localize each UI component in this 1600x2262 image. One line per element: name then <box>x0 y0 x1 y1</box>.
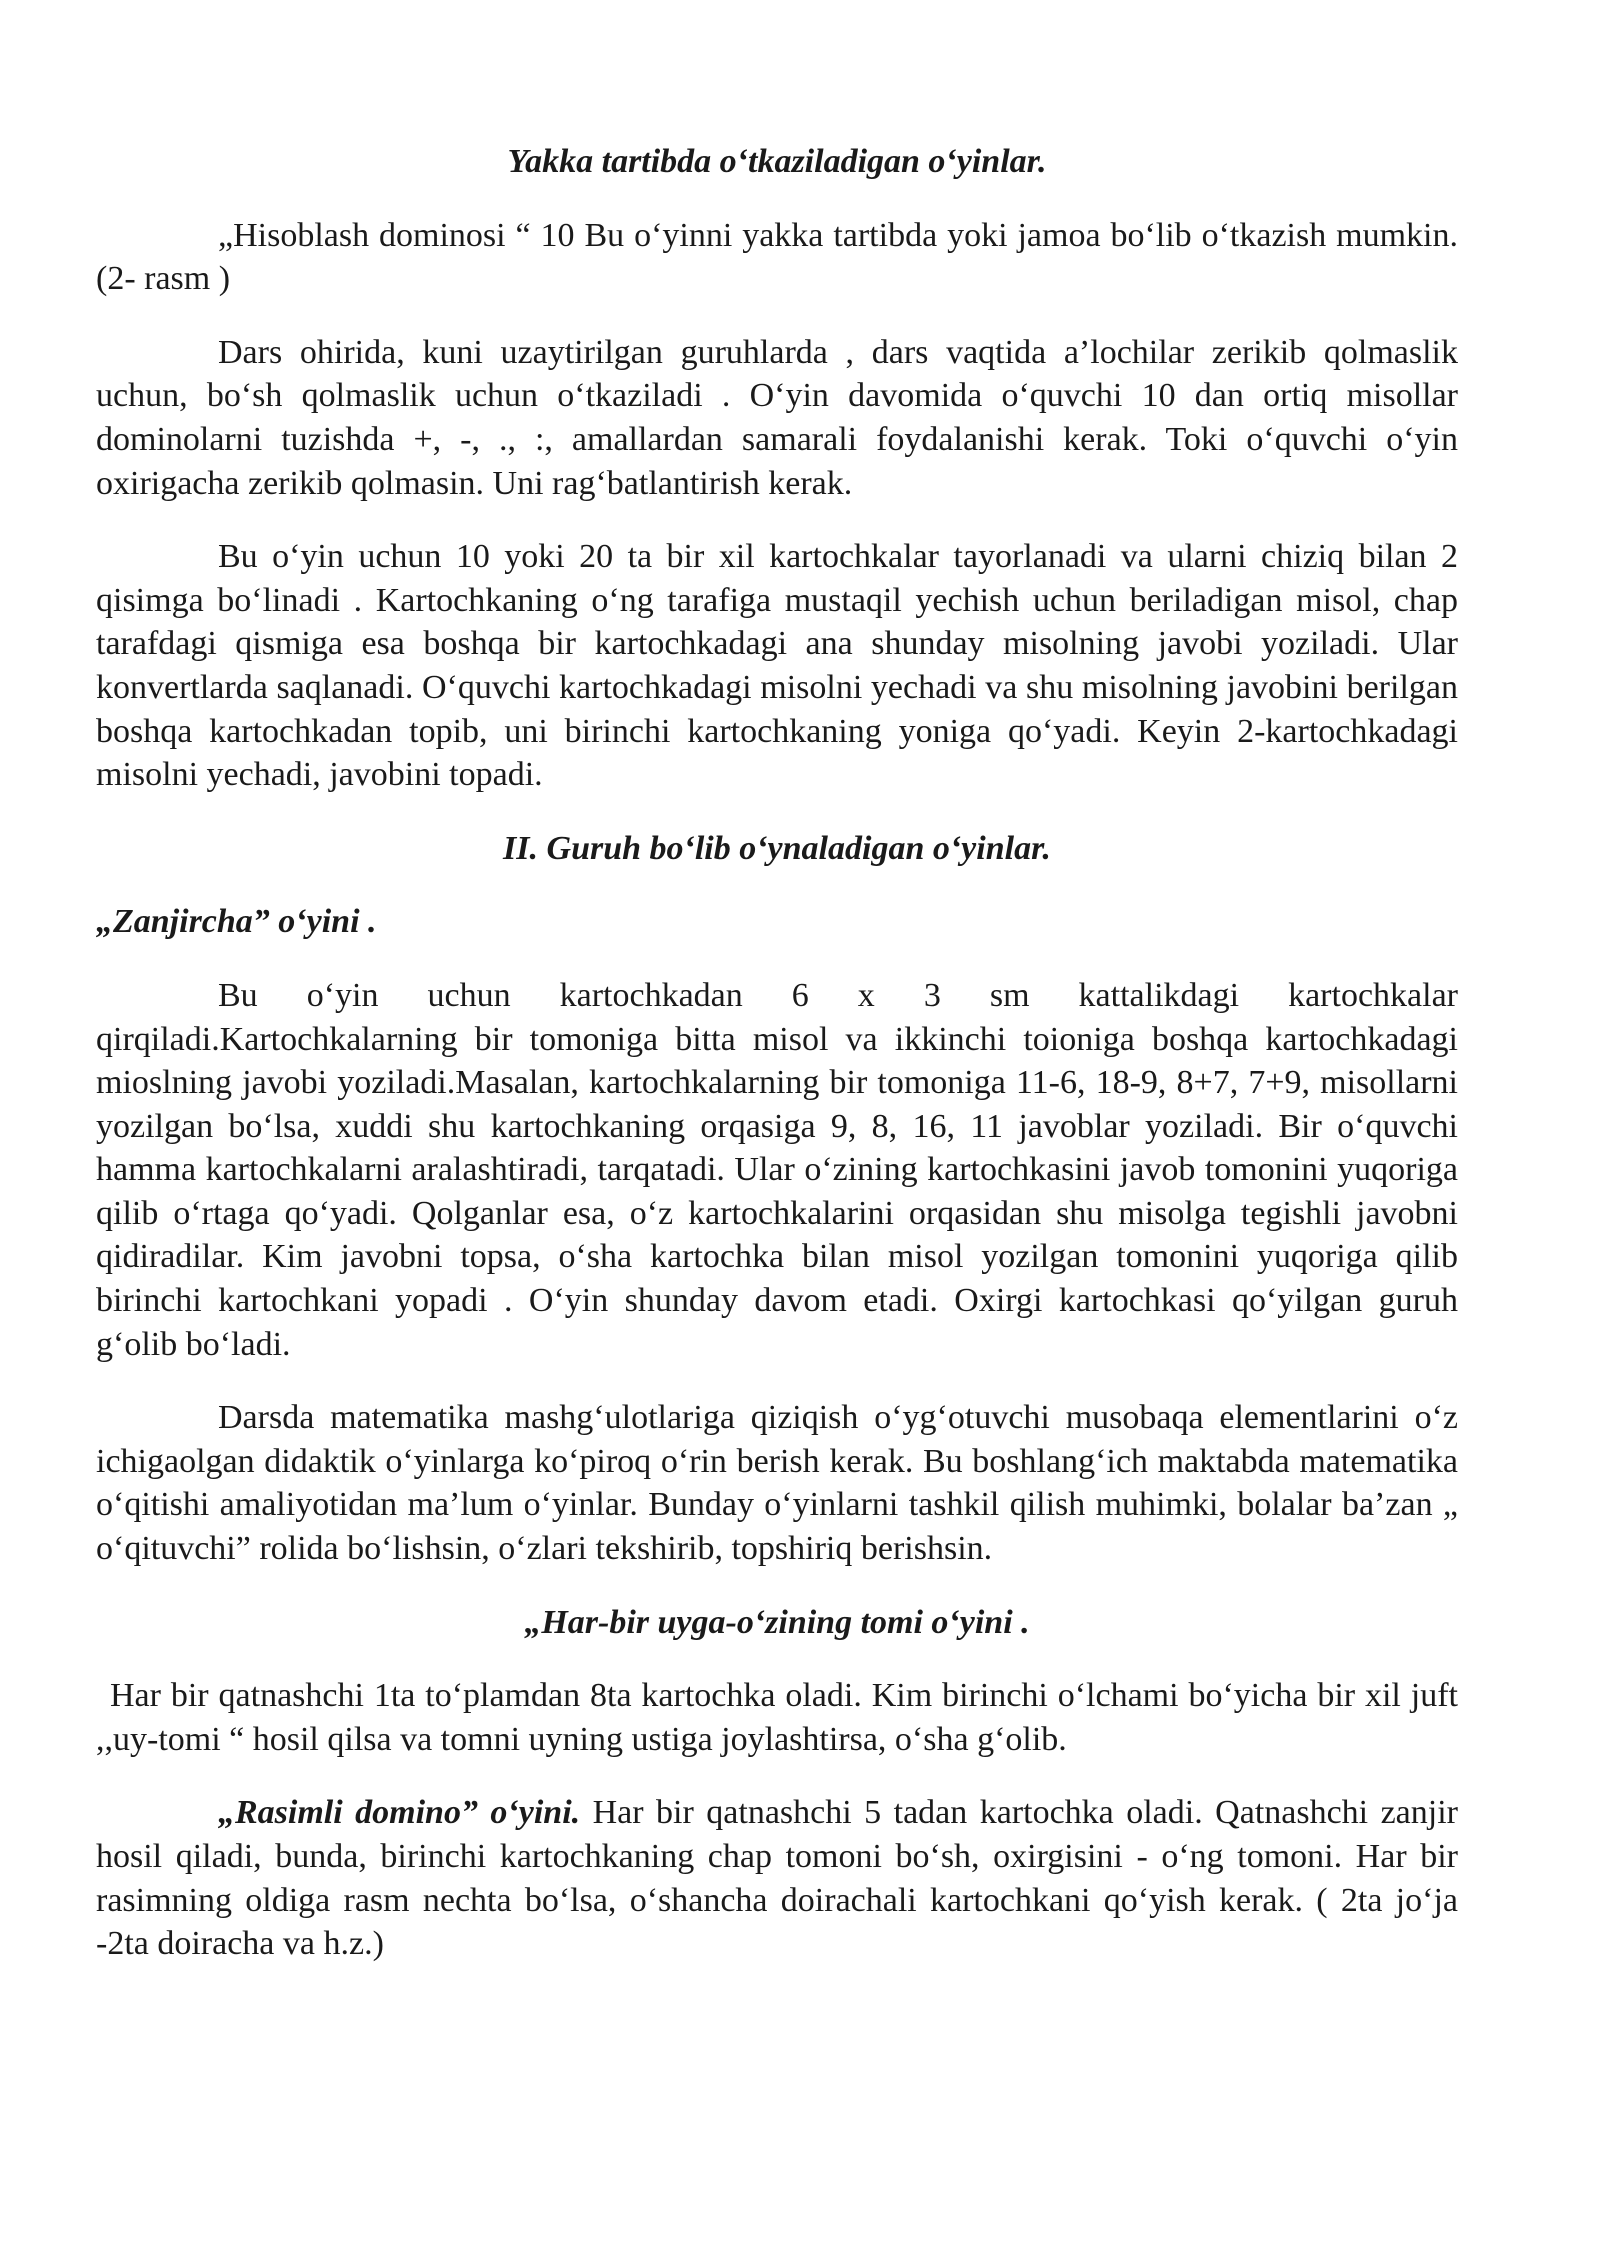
paragraph-domino-intro: „Hisoblash dominosi “ 10 Bu o‘yinni yakka tartibda yoki jamoa bo‘lib o‘tkazish mumkin. (2- rasm ) <box>96 216 1458 298</box>
document-page <box>96 140 1458 1966</box>
heading-group-games: II. Guruh bo‘lib o‘ynaladigan o‘yinlar. <box>503 829 1051 867</box>
heading-individual-games: Yakka tartibda o‘tkaziladigan o‘yinlar. <box>507 143 1047 180</box>
paragraph-darsda: Darsda matematika mashg‘ulotlariga qiziqish o‘yg‘otuvchi musobaqa elementlarini o‘z ichigaolgan didaktik o‘yinlarga ko‘piroq o‘rin berish kerak. Bu boshlang‘ich maktabda matematika o‘qitishi amaliyotidan ma’lum o‘yinlar. Bunday o‘yinlarni tashkil qilish muhimki, bolalar ba’zan „ o‘qituvchi” rolida bo‘lishsin, o‘zlari tekshirib, topshiriq berishsin. <box>96 1399 1458 1568</box>
paragraph-rasimli-domino <box>96 1791 1458 1965</box>
paragraph-zanjircha: Bu o‘yin uchun kartochkadan 6 x 3 sm kattalikdagi kartochkalar qirqiladi.Kartochkalarning bir tomoniga bitta misol va ikkinchi toioniga boshqa kartochkadagi mioslning javobi yoziladi.Masalan, kartochkalarning bir tomoniga 11-6, 18-9, 8+7, 7+9, misollarni yozilgan bo‘lsa, xuddi shu kartochkaning orqasiga 9, 8, 16, 11 javoblar yoziladi. Bir o‘quvchi hamma kartochkalarni aralashtiradi, tarqatadi. Ular o‘zining kartochkasini javob tomonini yuqoriga qilib o‘rtaga qo‘yadi. Qolganlar esa, o‘z kartochkalarini orqasidan shu misolga tegishli javobni qidiradilar. Kim javobni topsa, o‘sha kartochka bilan misol yozilgan tomonini yuqoriga qilib birinchi kartochkani yopadi . O‘yin shunday davom etadi. Oxirgi kartochkasi qo‘yilgan guruh g‘olib bo‘ladi. <box>96 976 1458 1363</box>
paragraph-har-bir-uyga: Har bir qatnashchi 1ta to‘plamdan 8ta kartochka oladi. Kim birinchi o‘lchami bo‘yicha bir xil juft ,,uy-tomi “ hosil qilsa va tomni uyning ustiga joylashtirsa, o‘sha g‘olib. <box>96 1677 1458 1758</box>
paragraph-domino-when: Dars ohirida, kuni uzaytirilgan guruhlarda , dars vaqtida a’lochilar zerikib qolmaslik uchun, bo‘sh qolmaslik uchun o‘tkaziladi . O‘yin davomida o‘quvchi 10 dan ortiq misollar dominolarni tuzishda +, -, ., :, amallardan samarali foydalanishi kerak. Toki o‘quvchi o‘yin oxirigacha zerikib qolmasin. Uni rag‘batlantirish kerak. <box>96 333 1458 502</box>
rasimli-domino-text: Har bir qatnashchi 5 tadan kartochka oladi. Qatnashchi zanjir hosil qiladi, bunda, birinchi kartochkaning chap tomoni bo‘sh, oxirgisini - o‘ng tomoni. Har bir rasimning oldiga rasm nechta bo‘lsa, o‘shancha doirachali kartochkani qo‘yish kerak. ( 2ta jo‘ja -2ta doiracha va h.z.) <box>96 1794 1458 1963</box>
heading-zanjircha: „Zanjircha” o‘yini . <box>96 903 377 941</box>
heading-har-bir-uyga: „Har-bir uyga-o‘zining tomi o‘yini . <box>524 1603 1030 1641</box>
paragraph-domino-rules: Bu o‘yin uchun 10 yoki 20 ta bir xil kartochkalar tayorlanadi va ularni chiziq bilan 2 qisimga bo‘linadi . Kartochkaning o‘ng tarafiga mustaqil yechish uchun beriladigan misol, chap tarafdagi qismiga esa boshqa bir kartochkadagi ana shunday misolning javobi yoziladi. Ular konvertlarda saqlanadi. O‘quvchi kartochkadagi misolni yechadi va shu misolning javobini berilgan boshqa kartochkadan topib, uni birinchi kartochkaning yoniga qo‘yadi. Keyin 2-kartochkadagi misolni yechadi, javobini topadi. <box>96 538 1458 794</box>
rasimli-domino-title: „Rasimli domino” o‘yini. <box>218 1794 581 1832</box>
